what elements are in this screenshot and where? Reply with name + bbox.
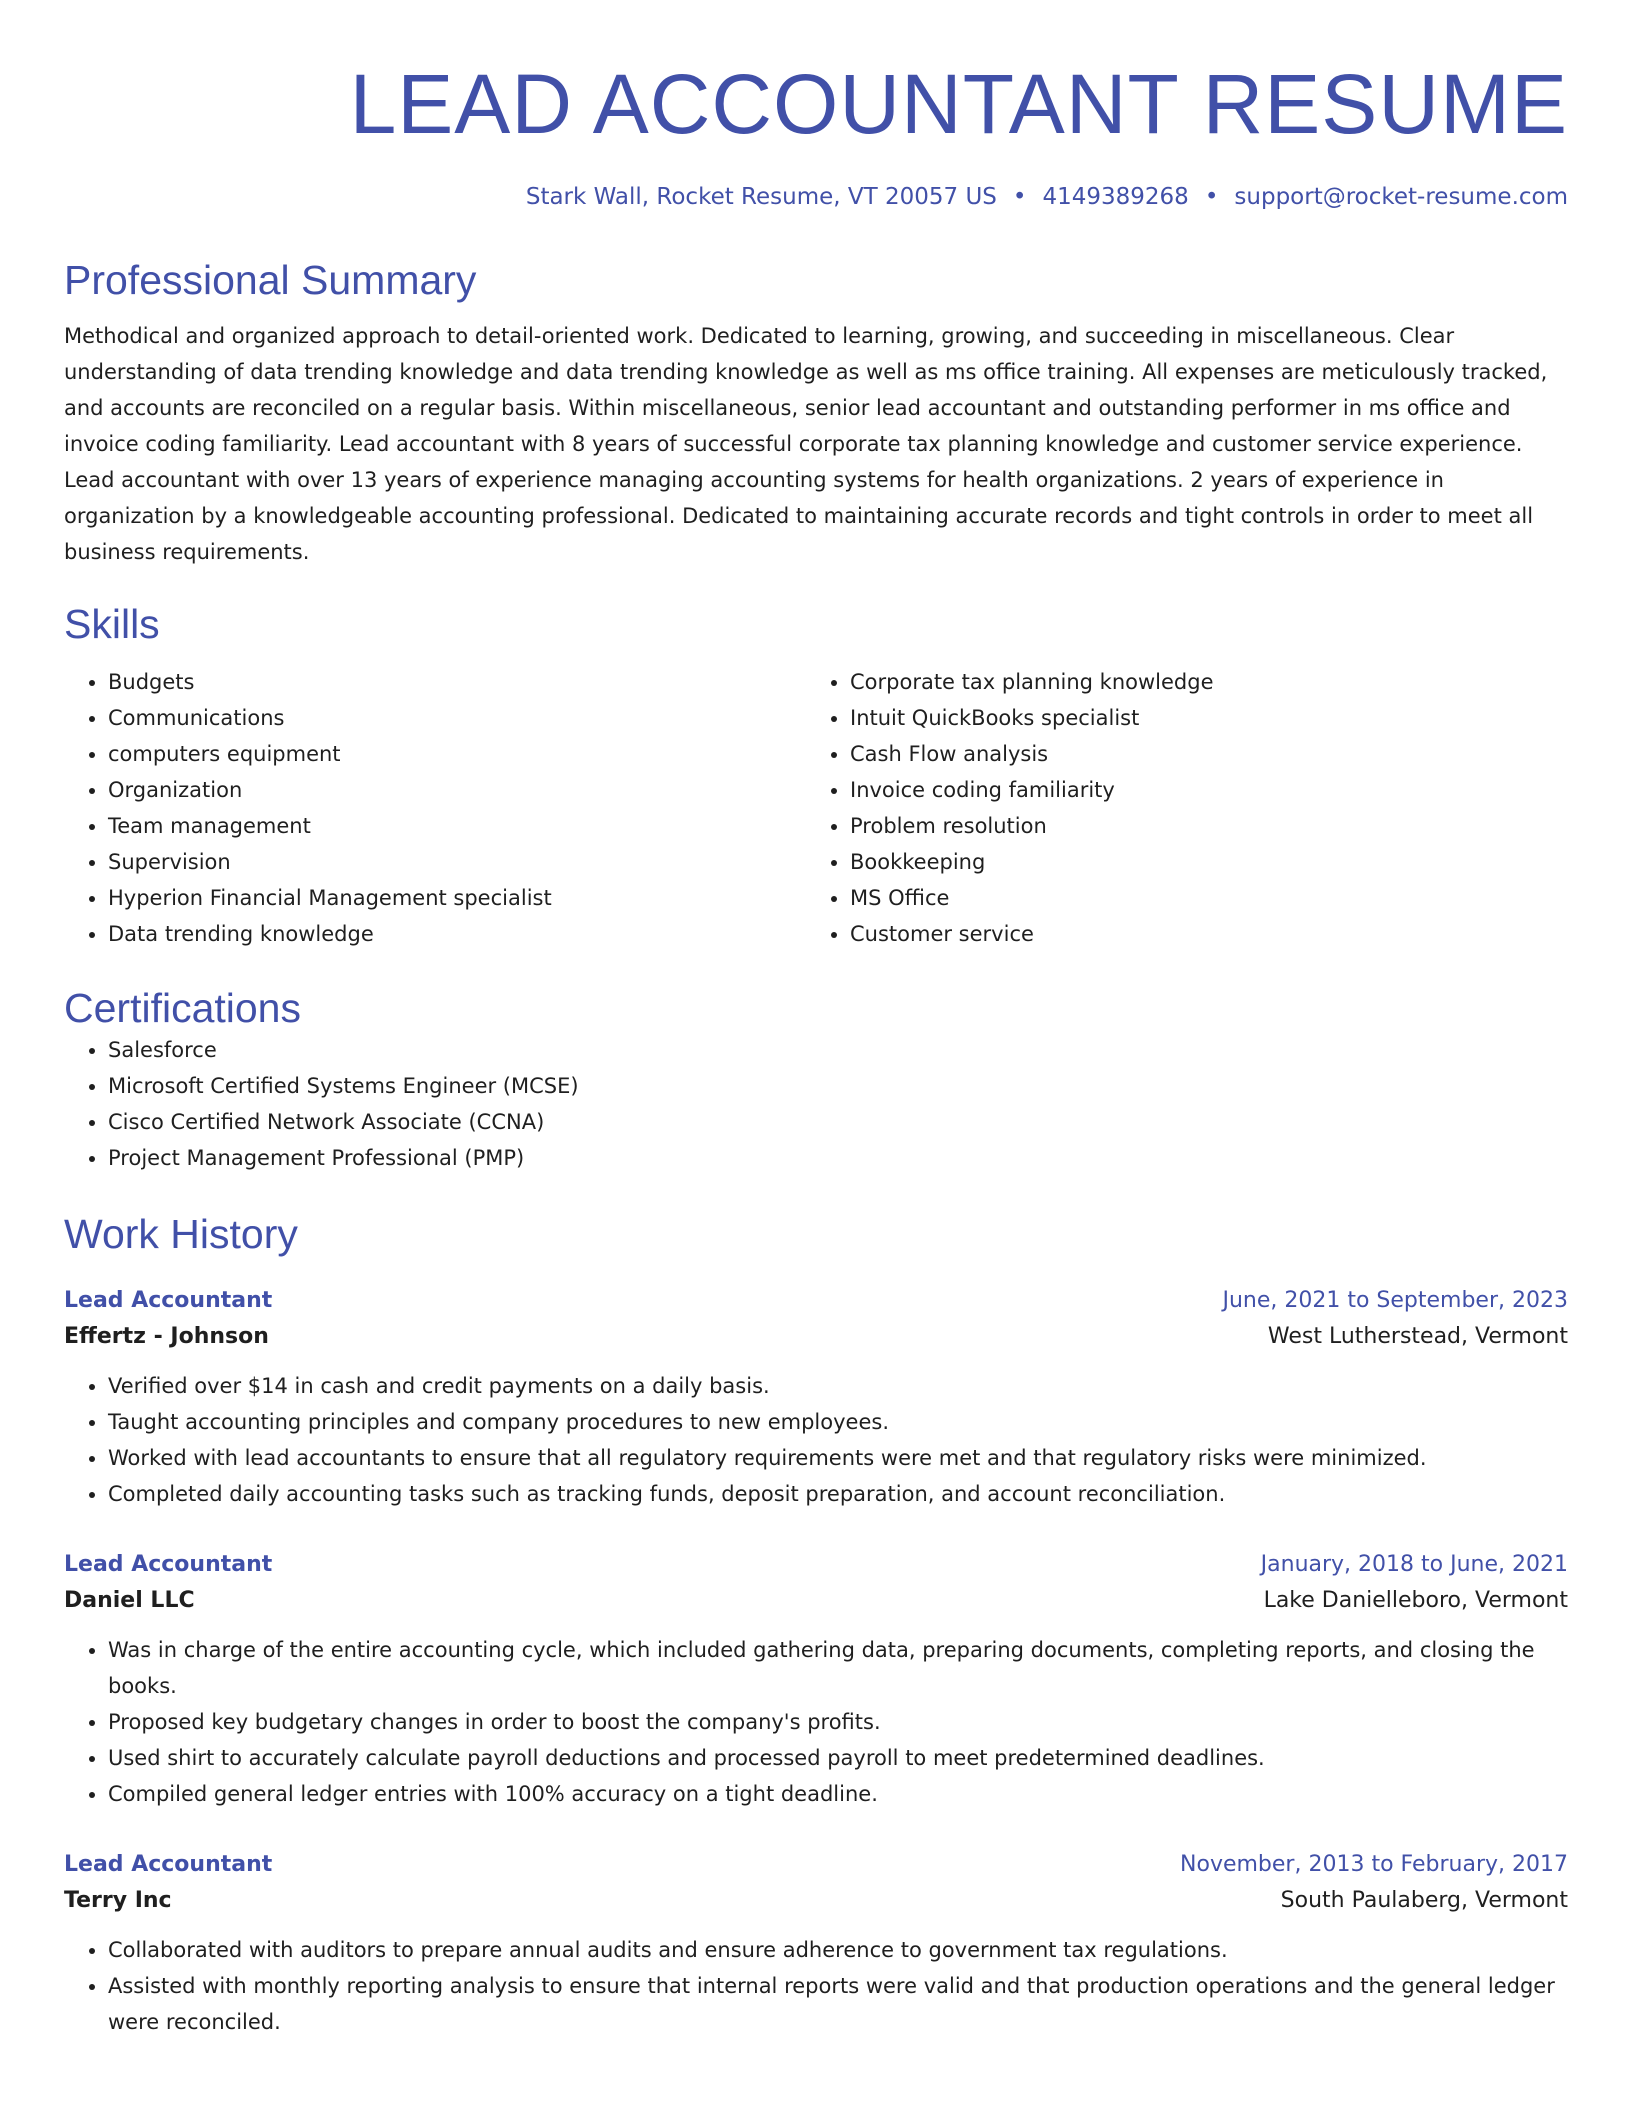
- contact-separator: •: [1204, 184, 1219, 210]
- certification-item: • Microsoft Certified Systems Engineer (MCSE): [108, 1068, 1568, 1104]
- resume-page: [64, 0, 1568, 2040]
- skill-item: • Bookkeeping: [850, 844, 1548, 880]
- job-header-row: [64, 1548, 1568, 1582]
- skill-item: • Supervision: [108, 844, 806, 880]
- job-company-row: [64, 1882, 1568, 1920]
- skill-item: • computers equipment: [108, 736, 806, 772]
- job-location: South Paulaberg, Vermont: [1280, 1888, 1568, 1913]
- skills-list: [64, 664, 1568, 952]
- job-duties: [64, 1932, 1568, 2040]
- resume-title: LEAD ACCOUNTANT RESUME: [349, 57, 1568, 151]
- job-company: Terry Inc: [64, 1888, 172, 1913]
- job-location: Lake Danielleboro, Vermont: [1263, 1588, 1568, 1613]
- skill-item: • Communications: [108, 700, 806, 736]
- skill-item: • Intuit QuickBooks specialist: [850, 700, 1548, 736]
- job-header-row: [64, 1284, 1568, 1318]
- job-role: Lead Accountant: [64, 1552, 273, 1577]
- job-duty: • Worked with lead accountants to ensure that all regulatory requirements were met and that regulatory risks were minimized.: [108, 1440, 1568, 1476]
- skill-item: • Data trending knowledge: [108, 916, 806, 952]
- job-header-row: [64, 1848, 1568, 1882]
- skill-item: • Corporate tax planning knowledge: [850, 664, 1548, 700]
- job-duty: • Assisted with monthly reporting analysis to ensure that internal reports were valid and that production operations and the general ledger were reconciled.: [108, 1968, 1568, 2040]
- skill-item: • MS Office: [850, 880, 1548, 916]
- skill-item: • Team management: [108, 808, 806, 844]
- job-duties: [64, 1632, 1568, 1812]
- job-dates: November, 2013 to February, 2017: [1180, 1852, 1568, 1877]
- skill-item: • Invoice coding familiarity: [850, 772, 1548, 808]
- skills-column-right: [806, 664, 1548, 952]
- skills-column-left: [64, 664, 806, 952]
- certifications-list: [64, 1032, 1568, 1176]
- contact-phone: 4149389268: [1042, 184, 1189, 210]
- skill-item: • Cash Flow analysis: [850, 736, 1548, 772]
- job-duty: • Compiled general ledger entries with 100% accuracy on a tight deadline.: [108, 1776, 1568, 1812]
- certification-item: • Cisco Certified Network Associate (CCNA): [108, 1104, 1568, 1140]
- skill-item: • Budgets: [108, 664, 806, 700]
- skill-item: • Organization: [108, 772, 806, 808]
- skill-item: • Problem resolution: [850, 808, 1548, 844]
- skill-item: • Hyperion Financial Management specialist: [108, 880, 806, 916]
- job-duty: • Was in charge of the entire accounting cycle, which included gathering data, preparing documents, completing reports, and closing the books.: [108, 1632, 1568, 1704]
- job-location: West Lutherstead, Vermont: [1267, 1324, 1568, 1349]
- job-duty: • Verified over $14 in cash and credit payments on a daily basis.: [108, 1368, 1568, 1404]
- job-duty: • Collaborated with auditors to prepare annual audits and ensure adherence to government tax regulations.: [108, 1932, 1568, 1968]
- job-duty: • Proposed key budgetary changes in order to boost the company's profits.: [108, 1704, 1568, 1740]
- work-history-heading: Work History: [64, 1211, 298, 1257]
- certification-item: • Salesforce: [108, 1032, 1568, 1068]
- job-duty: • Used shirt to accurately calculate payroll deductions and processed payroll to meet predetermined deadlines.: [108, 1740, 1568, 1776]
- job-dates: June, 2021 to September, 2023: [1222, 1288, 1568, 1313]
- job-company-row: [64, 1318, 1568, 1356]
- certifications-heading: Certifications: [64, 985, 301, 1031]
- job-duty: • Completed daily accounting tasks such as tracking funds, deposit preparation, and account reconciliation.: [108, 1476, 1568, 1512]
- summary-heading: Professional Summary: [64, 257, 477, 303]
- job-company-row: [64, 1582, 1568, 1620]
- contact-separator: •: [1012, 184, 1027, 210]
- certification-item: • Project Management Professional (PMP): [108, 1140, 1568, 1176]
- skill-item: • Customer service: [850, 916, 1548, 952]
- summary-text: Methodical and organized approach to detail-oriented work. Dedicated to learning, growing, and succeeding in miscellaneous. Clear understanding of data trending knowledge and data trending knowledge as well as ms office training. All expenses are meticulously tracked, and accounts are reconciled on a regular basis. Within miscellaneous, senior lead accountant and outstanding performer in ms office and invoice coding familiarity. Lead accountant with 8 years of successful corporate tax planning knowledge and customer service experience. Lead accountant with over 13 years of experience managing accounting systems for health organizations. 2 years of experience in organization by a knowledgeable accounting professional. Dedicated to maintaining accurate records and tight controls in order to meet all business requirements.: [64, 324, 1548, 564]
- contact-email[interactable]: support@rocket-resume.com: [1234, 184, 1568, 210]
- contact-line: [64, 182, 1568, 212]
- job-duties: [64, 1368, 1568, 1512]
- job-role: Lead Accountant: [64, 1288, 273, 1313]
- job-company: Daniel LLC: [64, 1588, 195, 1613]
- job-entry: [64, 1284, 1568, 1512]
- skills-heading: Skills: [64, 601, 160, 647]
- job-entry: [64, 1548, 1568, 1812]
- contact-address: Stark Wall, Rocket Resume, VT 20057 US: [525, 184, 997, 210]
- job-duty: • Taught accounting principles and company procedures to new employees.: [108, 1404, 1568, 1440]
- job-company: Effertz - Johnson: [64, 1324, 269, 1349]
- job-entry: [64, 1848, 1568, 2040]
- job-dates: January, 2018 to June, 2021: [1260, 1552, 1568, 1577]
- job-role: Lead Accountant: [64, 1852, 273, 1877]
